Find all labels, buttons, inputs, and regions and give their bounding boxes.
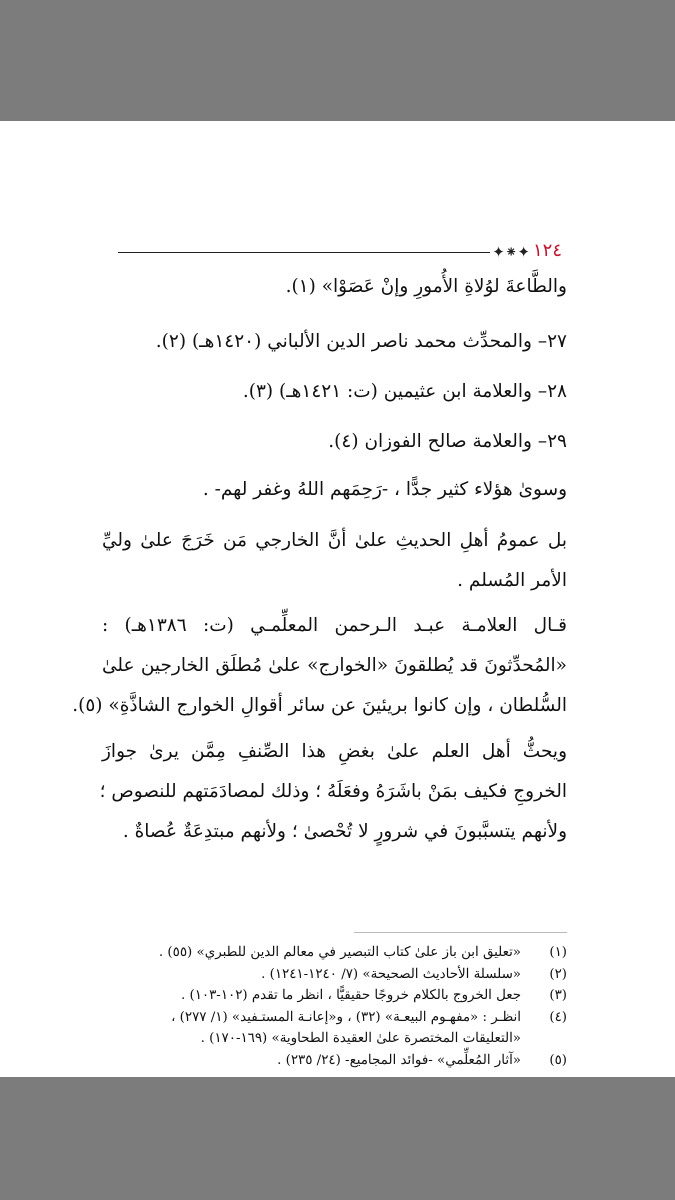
- ornament-icon: ✦⁕✦: [492, 243, 530, 261]
- footnote: [126, 942, 567, 964]
- list-item: ٢٧– والمحدِّث محمد ناصر الدين الألباني (١٤٢٠هـ) (٢).: [155, 331, 567, 352]
- footnote-number: (٤): [549, 1009, 567, 1025]
- paragraph-line: قـال العلامـة عبـد الـرحمن المعلِّمـي (ت: ١٣٨٦هـ) :: [102, 615, 568, 636]
- list-item: ٢٨– والعلامة ابن عثيمين (ت: ١٤٢١هـ) (٣).: [242, 381, 567, 402]
- paragraph-line: الخروجِ فكيف بمَنْ باشَرَهُ وفعَلَهُ ؛ وذلك لمصادَمَتهم للنصوص ؛: [99, 781, 567, 802]
- paragraph-line: ويحثُّ أهل العلم علىٰ بغضِ هذا الصِّنفِ مِمَّن يرىٰ جوازَ: [102, 741, 567, 762]
- footnote: [126, 1050, 567, 1072]
- footnote-text: «التعليقات المختصرة علىٰ العقيدة الطحاوية» (١٦٩-١٧٠) .: [200, 1031, 521, 1047]
- footnote: [126, 964, 567, 986]
- footnotes: [126, 942, 567, 1072]
- footnote-number: (٥): [549, 1052, 567, 1068]
- paragraph-line: بل عمومُ أهلِ الحديثِ علىٰ أنَّ الخارجي مَن خَرَجَ علىٰ وليِّ: [102, 530, 567, 551]
- list-item: ٢٩– والعلامة صالح الفوزان (٤).: [328, 431, 567, 452]
- paragraph-line: «المُحدِّثونَ قد يُطلقونَ «الخوارج» علىٰ مُطلَق الخارجين علىٰ: [102, 655, 567, 676]
- footnote-separator: [354, 932, 567, 933]
- footnote: [126, 1007, 567, 1029]
- page-number: ١٢٤: [532, 240, 562, 261]
- footnote: [126, 985, 567, 1007]
- footnote-number: (٢): [549, 966, 567, 982]
- footnote-number: (٣): [549, 988, 567, 1004]
- footnote-text: انظـر : «مفهـوم البيعـة» (٣٢) ، و«إعانـة المستـفيد» (١/ ٢٧٧) ،: [171, 1009, 521, 1025]
- footnote-text: «تعليق ابن باز علىٰ كتاب التبصير في معالم الدين للطبري» (٥٥) .: [158, 945, 521, 960]
- book-page: [0, 121, 675, 1077]
- main-text: [72, 267, 568, 852]
- text-line: وسوىٰ هؤلاء كثير جدًّا ، -رَحِمَهم اللهُ وغفر لهم- .: [202, 479, 567, 500]
- paragraph-line: الأمر المُسلم .: [457, 570, 567, 591]
- paragraph-line: السُّلطان ، وإن كانوا بريئينَ عن سائر أقوالِ الخوارج الشاذَّةِ» (٥).: [72, 695, 567, 716]
- page-header: [118, 239, 562, 263]
- footnote-text: «سلسلة الأحاديث الصحيحة» (٧/ ١٢٤٠-١٢٤١) .: [261, 966, 521, 982]
- footnote: [126, 1028, 567, 1050]
- footnote-text: جعل الخروج بالكلام خروجًا حقيقيًّا ، انظر ما تقدم (١٠٢-١٠٣) .: [180, 988, 521, 1004]
- footnote-number: (١): [549, 945, 567, 960]
- footnote-text: «آثار المُعلِّمي» -فوائد المجاميع- (٢٤/ ٢٣٥) .: [277, 1052, 521, 1068]
- paragraph-line: ولأنهم يتسبَّبونَ في شرورٍ لا تُحْصىٰ ؛ ولأنهم مبتدِعَةٌ عُصاةٌ .: [122, 821, 567, 842]
- text-line: والطَّاعةَ لوُلاةِ الأُمورِ وإنْ عَصَوْا» (١).: [285, 276, 567, 297]
- header-rule: [118, 252, 504, 253]
